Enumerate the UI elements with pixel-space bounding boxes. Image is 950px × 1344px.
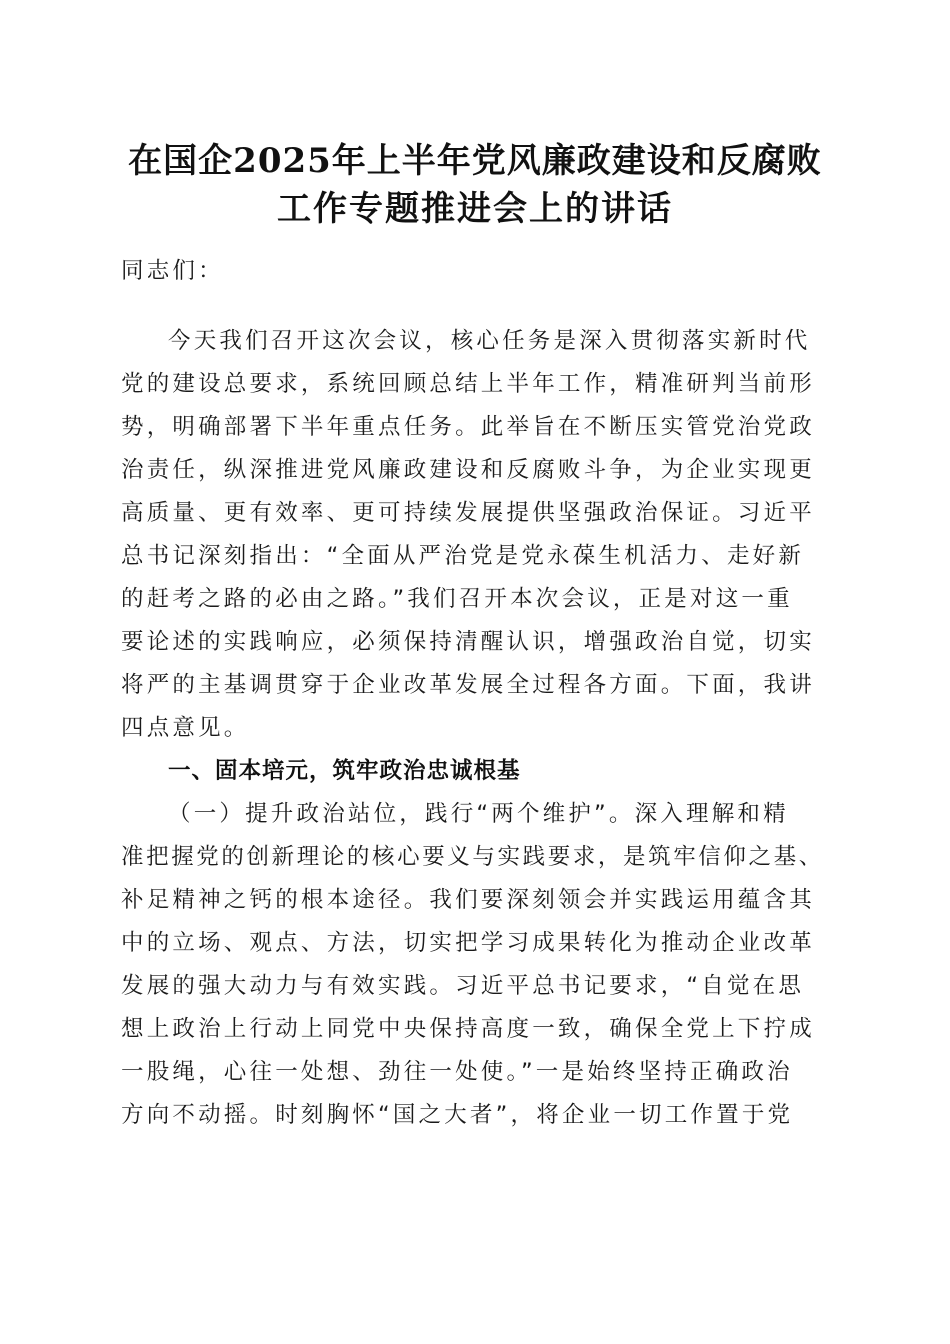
paragraph-1-line: 四点意见。 [121, 715, 250, 741]
paragraph-1-line: 党的建设总要求，系统回顾总结上半年工作，精准研判当前形 [121, 371, 815, 397]
document-title-line-1: 在国企2025年上半年党风廉政建设和反腐败 [128, 141, 822, 181]
paragraph-2-line: 方向不动摇。时刻胸怀“国之大者”，将企业一切工作置于党 [121, 1102, 794, 1128]
section-1-heading: 一、固本培元，筑牢政治忠诚根基 [168, 758, 521, 784]
salutation: 同志们： [121, 258, 224, 284]
paragraph-1-line: 治责任，纵深推进党风廉政建设和反腐败斗争，为企业实现更 [121, 457, 815, 483]
paragraph-2-line: 想上政治上行动上同党中央保持高度一致，确保全党上下拧成 [121, 1016, 815, 1042]
paragraph-1-line: 的赶考之路的必由之路。”我们召开本次会议，正是对这一重 [121, 586, 793, 612]
paragraph-2-line: 中的立场、观点、方法，切实把学习成果转化为推动企业改革 [121, 930, 815, 956]
paragraph-1-line: 将严的主基调贯穿于企业改革发展全过程各方面。下面，我讲 [121, 672, 815, 698]
document-title-line-2: 工作专题推进会上的讲话 [277, 189, 673, 229]
paragraph-1-line: 高质量、更有效率、更可持续发展提供坚强政治保证。习近平 [121, 500, 815, 526]
paragraph-2-line: 补足精神之钙的根本途径。我们要深刻领会并实践运用蕴含其 [121, 887, 815, 913]
paragraph-1-line: 势，明确部署下半年重点任务。此举旨在不断压实管党治党政 [121, 414, 815, 440]
paragraph-2-line: 准把握党的创新理论的核心要义与实践要求，是筑牢信仰之基、 [121, 844, 824, 870]
paragraph-2-line: 发展的强大动力与有效实践。习近平总书记要求，“自觉在思 [121, 973, 805, 999]
paragraph-1-line: 总书记深刻指出：“全面从严治党是党永葆生机活力、走好新 [121, 543, 805, 569]
paragraph-1-line: 要论述的实践响应，必须保持清醒认识，增强政治自觉，切实 [121, 629, 815, 655]
paragraph-1-line: 今天我们召开这次会议，核心任务是深入贯彻落实新时代 [168, 328, 811, 354]
paragraph-2-line: 一股绳，心往一处想、劲往一处使。”一是始终坚持正确政治 [121, 1059, 793, 1085]
paragraph-2-line: （一）提升政治站位，践行“两个维护”。深入理解和精 [168, 801, 789, 827]
